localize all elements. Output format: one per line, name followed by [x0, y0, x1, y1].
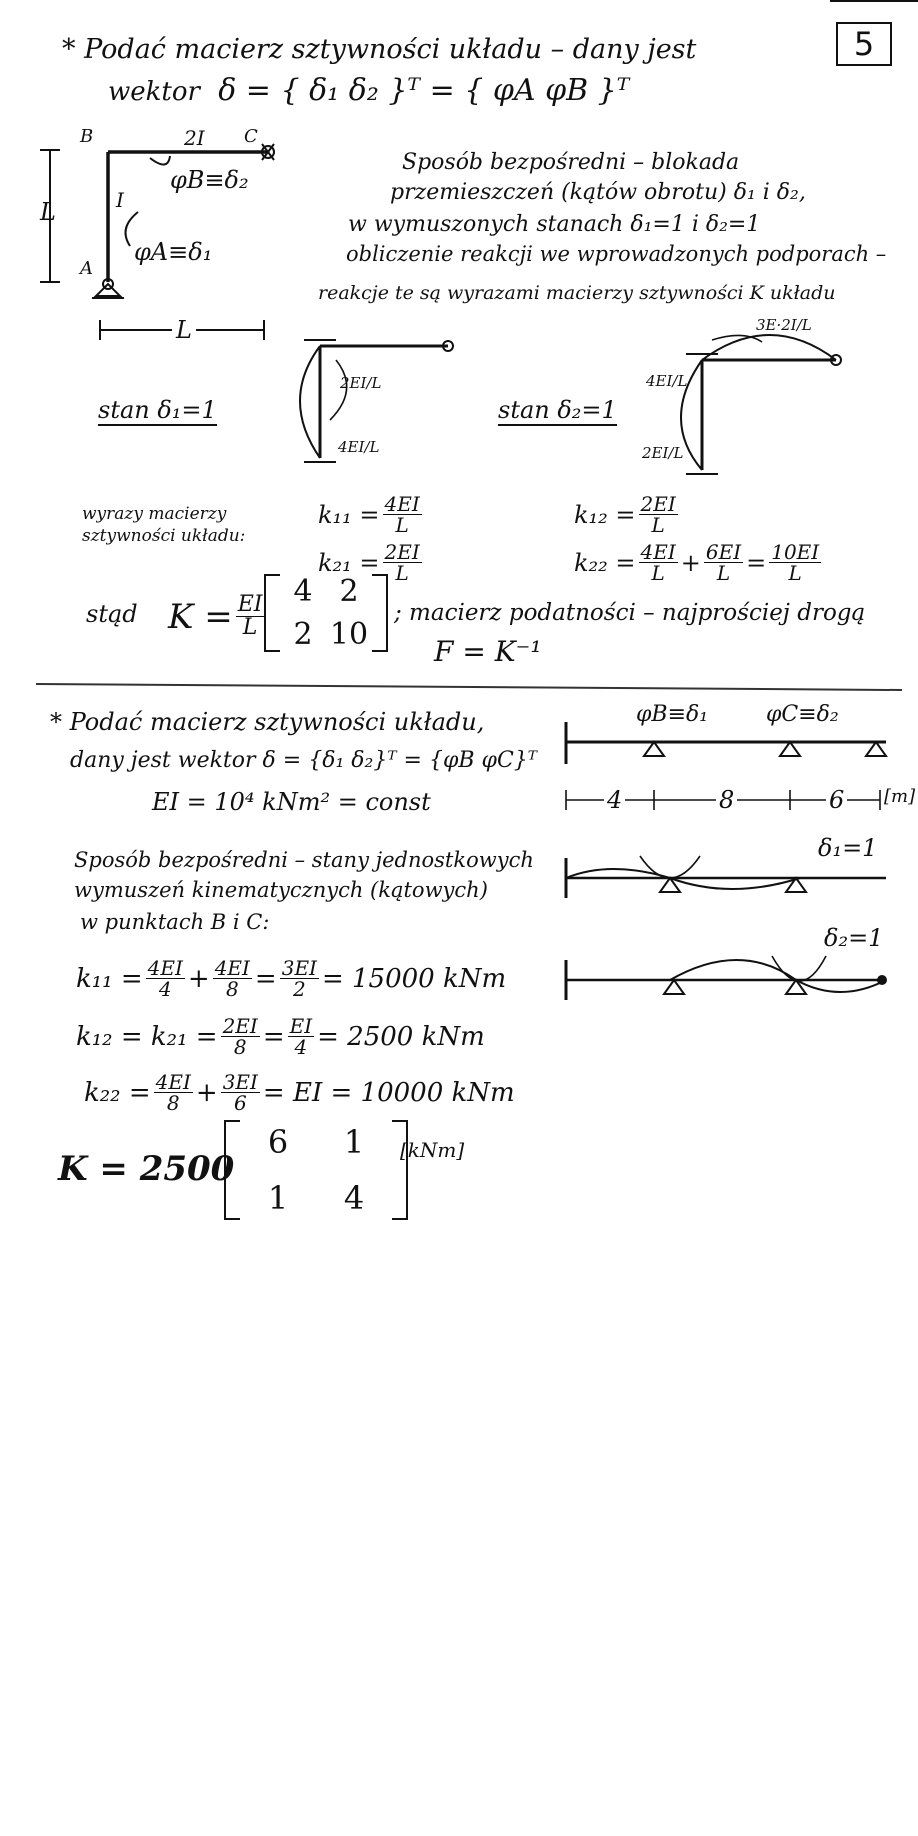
p1-k11-lhs: k₁₁ =	[318, 500, 380, 529]
p1-flex-text: ; macierz podatności – najprościej drogą	[394, 600, 866, 626]
p1-terms-label-line2: sztywności układu:	[82, 526, 246, 546]
p2-k11	[76, 958, 506, 999]
p2-k12-b-den: 4	[294, 1035, 308, 1059]
top-rule	[830, 0, 918, 2]
p1-k11-den: L	[395, 513, 409, 537]
p1-label-C: C	[244, 126, 258, 147]
section-divider	[36, 683, 902, 691]
p1-K-m21: 2	[293, 617, 313, 652]
p2-k12-frac-b	[288, 1016, 315, 1057]
p2-method-line2: wymuszeń kinematycznych (kątowych)	[74, 878, 488, 902]
p2-method-line3: w punktach B i C:	[80, 910, 270, 934]
p1-label-column-stiffness: I	[116, 188, 124, 212]
p2-title-line2: dany jest wektor δ = {δ₁ δ₂}ᵀ = {φB φC}ᵀ	[70, 748, 538, 773]
p2-k11-c-den: 2	[292, 977, 306, 1001]
p2-k11-frac-a	[146, 958, 185, 999]
p1-K-cells	[280, 574, 372, 652]
p2-k12-b-num: EI	[289, 1014, 313, 1038]
p1-k22-b-num: 6EI	[705, 540, 742, 564]
p1-state1-label	[98, 398, 217, 422]
p1-k12-frac	[639, 494, 678, 535]
p1-K-bracket-right	[372, 574, 388, 652]
p1-k11	[318, 494, 425, 535]
p1-label-phiB: φB≡δ₂	[170, 166, 249, 194]
p2-k22-frac-b	[221, 1072, 260, 1113]
p2-delta2-label: δ₂=1	[824, 924, 884, 952]
p2-k11-a-num: 4EI	[147, 956, 183, 980]
p1-method-line2: przemieszczeń (kątów obrotu) δ₁ i δ₂,	[390, 180, 806, 205]
p1-state1-text: stan δ₁=1	[98, 396, 217, 424]
p2-k22	[84, 1072, 515, 1113]
p1-state2-text: stan δ₂=1	[498, 396, 617, 424]
p1-k22-plus: +	[680, 548, 701, 577]
p1-label-phiA: φA≡δ₁	[134, 238, 213, 266]
p2-k22-b-num: 3EI	[222, 1070, 258, 1094]
page-number: 5	[836, 22, 892, 66]
p1-label-height: L	[40, 198, 56, 226]
p2-delta1-label: δ₁=1	[818, 834, 878, 862]
p1-k21-num: 2EI	[384, 540, 420, 564]
p2-k22-b-den: 6	[233, 1091, 247, 1115]
p1-K-expression	[168, 594, 267, 639]
p1-k22-frac-b	[704, 542, 743, 583]
p1-k21-den: L	[395, 561, 409, 585]
p1-k22-c-num: 10EI	[771, 540, 820, 564]
p1-terms-label-line1: wyrazy macierzy	[82, 504, 227, 524]
p1-K-prefix: K =	[168, 596, 233, 637]
p1-label-B: B	[80, 126, 94, 147]
p1-k12	[574, 494, 681, 535]
p1-method-line4: obliczenie reakcji we wprowadzonych podporach –	[346, 242, 887, 266]
p1-K-factor-num: EI	[237, 592, 263, 617]
p2-k11-frac-c	[280, 958, 319, 999]
p1-method-line1: Sposób bezpośredni – blokada	[402, 150, 740, 175]
p2-span-2: 8	[716, 788, 737, 812]
p2-k22-frac-a	[154, 1072, 193, 1113]
p2-label-phiB: φB≡δ₁	[636, 702, 709, 727]
p2-k12-eq: =	[262, 1021, 285, 1052]
p1-k12-lhs: k₁₂ =	[574, 500, 636, 529]
p1-label-beam-stiffness: 2I	[184, 126, 205, 150]
p1-k22-frac-c	[769, 542, 821, 583]
p2-k12	[76, 1016, 485, 1057]
p2-ei-line: EI = 10⁴ kNm² = const	[152, 788, 431, 816]
p2-K-m21: 1	[267, 1179, 289, 1217]
p2-k11-b-num: 4EI	[214, 956, 250, 980]
p1-method-line5: reakcje te są wyrazami macierzy sztywności K układu	[318, 282, 836, 304]
p2-k22-plus: +	[195, 1077, 218, 1108]
p1-state1-moment-top: 2EI/L	[340, 374, 382, 392]
p2-k12-result: = 2500 kNm	[317, 1021, 485, 1052]
p1-K-bracket-left	[264, 574, 280, 652]
p2-K-matrix	[224, 1120, 408, 1220]
p2-K-m11: 6	[267, 1123, 289, 1161]
p1-flex-formula: F = K⁻¹	[434, 635, 542, 668]
p1-K-factor	[236, 594, 265, 639]
p2-K-m12: 1	[343, 1123, 365, 1161]
p1-k21-lhs: k₂₁ =	[318, 548, 380, 577]
p2-k11-lhs: k₁₁ =	[76, 963, 143, 994]
p1-title-prefix: wektor	[108, 77, 200, 107]
p2-k22-lhs: k₂₂ =	[84, 1077, 151, 1108]
p2-k11-b-den: 8	[225, 977, 239, 1001]
p1-K-m11: 4	[293, 574, 313, 609]
p2-k11-plus: +	[187, 963, 210, 994]
p2-title-line1: * Podać macierz sztywności układu,	[50, 708, 485, 736]
p1-K-matrix	[264, 574, 388, 652]
p2-k22-a-den: 8	[166, 1091, 180, 1115]
p2-K-bracket-right	[392, 1120, 408, 1220]
p2-k22-result: = EI = 10000 kNm	[262, 1077, 515, 1108]
p2-k11-c-num: 3EI	[281, 956, 317, 980]
p2-k11-eq: =	[254, 963, 277, 994]
p1-state2-moment-colbottom: 2EI/L	[642, 444, 684, 462]
p1-k22-frac-a	[639, 542, 678, 583]
p1-k11-frac	[383, 494, 422, 535]
p1-k22-eq: =	[746, 548, 767, 577]
p1-k12-den: L	[651, 513, 665, 537]
p2-method-line1: Sposób bezpośredni – stany jednostkowych	[74, 848, 534, 872]
p2-k12-a-num: 2EI	[222, 1014, 258, 1038]
p2-k12-lhs: k₁₂ = k₂₁ =	[76, 1021, 218, 1052]
p2-k22-a-num: 4EI	[155, 1070, 191, 1094]
p1-title-vector: δ = { δ₁ δ₂ }ᵀ = { φA φB }ᵀ	[218, 73, 630, 108]
p1-method-line3: w wymuszonych stanach δ₁=1 i δ₂=1	[348, 212, 761, 237]
p2-span-unit: [m]	[884, 786, 916, 807]
p2-span-1: 4	[604, 788, 625, 812]
p1-stad: stąd	[86, 600, 138, 628]
p1-k22	[574, 542, 824, 583]
p1-state2-label	[498, 398, 617, 422]
p1-k22-lhs: k₂₂ =	[574, 548, 636, 577]
p1-K-m22: 10	[329, 617, 369, 652]
p1-state2-moment-coltop: 4EI/L	[646, 372, 688, 390]
p1-title-line2	[108, 73, 630, 108]
p1-k22-c-den: L	[788, 561, 802, 585]
p1-label-A: A	[80, 258, 93, 279]
p2-K-prefix: K = 2500	[58, 1149, 235, 1189]
p1-state1-moment-bottom: 4EI/L	[338, 438, 380, 456]
p2-k11-result: = 15000 kNm	[321, 963, 507, 994]
p2-K-bracket-left	[224, 1120, 240, 1220]
p2-K-unit: [kNm]	[400, 1138, 465, 1162]
p1-K-factor-den: L	[242, 615, 258, 640]
p2-k12-a-den: 8	[233, 1035, 247, 1059]
p1-k11-num: 4EI	[384, 492, 420, 516]
p2-label-phiC: φC≡δ₂	[766, 702, 839, 727]
p2-span-3: 6	[826, 788, 847, 812]
p2-k12-frac-a	[221, 1016, 260, 1057]
p2-K-m22: 4	[343, 1179, 365, 1217]
p1-k22-a-den: L	[651, 561, 665, 585]
p1-k12-num: 2EI	[640, 492, 676, 516]
p1-k21-frac	[383, 542, 422, 583]
p1-k22-b-den: L	[716, 561, 731, 585]
p2-state2-moment-beam: 3E·2I/L	[756, 316, 812, 334]
p1-title-line1: * Podać macierz sztywności układu – dany jest	[62, 34, 697, 65]
p1-k22-a-num: 4EI	[640, 540, 676, 564]
p2-k11-frac-b	[213, 958, 252, 999]
p1-K-m12: 2	[339, 574, 359, 609]
p2-k11-a-den: 4	[158, 977, 172, 1001]
p1-label-width: L	[172, 318, 196, 342]
p2-K-cells	[240, 1123, 392, 1217]
